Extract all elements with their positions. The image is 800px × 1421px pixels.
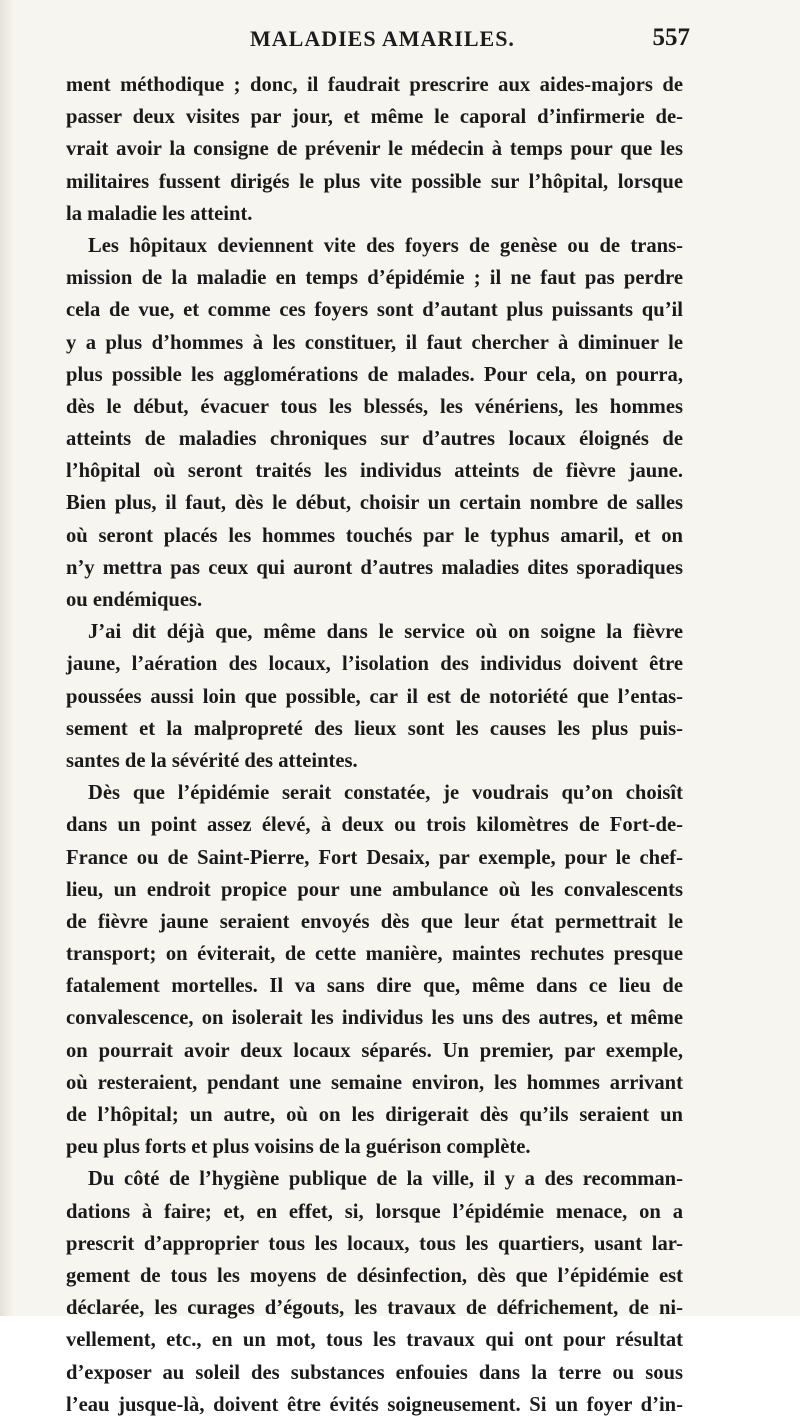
- text-line: vrait avoir la consigne de prévenir le médecin à temps pour que les: [66, 138, 683, 161]
- text-line: cela de vue, et comme ces foyers sont d’autant plus puissants qu’il: [66, 299, 683, 322]
- text-line: y a plus d’hommes à les constituer, il faut chercher à diminuer le: [66, 331, 683, 354]
- text-line: atteints de maladies chroniques sur d’autres locaux éloignés de: [66, 428, 683, 451]
- text-line: dans un point assez élevé, à deux ou trois kilomètres de Fort-de-: [66, 814, 683, 837]
- text-line: l’hôpital où seront traités les individus atteints de fièvre jaune.: [66, 460, 683, 483]
- text-line: ou endémiques.: [66, 589, 203, 611]
- text-line: n’y mettra pas ceux qui auront d’autres maladies dites sporadiques: [66, 556, 683, 579]
- text-line: transport; on éviterait, de cette manière, maintes rechutes presque: [66, 943, 683, 966]
- page-gutter-shadow: [0, 0, 14, 1316]
- text-line: jaune, l’aération des locaux, l’isolation des individus doivent être: [66, 653, 683, 676]
- text-line: déclarée, les curages d’égouts, les travaux de défrichement, de ni-: [66, 1297, 683, 1320]
- text-line: Dès que l’épidémie serait constatée, je voudrais qu’on choisît: [88, 782, 683, 805]
- text-line: poussées aussi loin que possible, car il est de notoriété que l’entas-: [66, 685, 683, 708]
- text-line: la maladie les atteint.: [66, 202, 253, 225]
- text-line: mission de la maladie en temps d’épidémie ; il ne faut pas perdre: [66, 267, 683, 290]
- text-line: l’eau jusque-là, doivent être évités soigneusement. Si un foyer d’in-: [66, 1393, 683, 1416]
- text-line: on pourrait avoir deux locaux séparés. Un premier, par exemple,: [66, 1039, 683, 1062]
- text-line: où resteraient, pendant une semaine environ, les hommes arrivant: [66, 1071, 683, 1094]
- text-line: France ou de Saint-Pierre, Fort Desaix, par exemple, pour le chef-: [66, 846, 683, 869]
- text-line: Bien plus, il faut, dès le début, choisir un certain nombre de salles: [66, 492, 683, 515]
- text-line: ment méthodique ; donc, il faudrait prescrire aux aides-majors de: [66, 74, 683, 96]
- text-line: peu plus forts et plus voisins de la guérison complète.: [66, 1136, 531, 1159]
- text-line: de l’hôpital; un autre, où on les dirigerait dès qu’ils seraient un: [66, 1104, 683, 1126]
- text-line: Les hôpitaux deviennent vite des foyers de genèse ou de trans-: [88, 234, 683, 257]
- text-line: prescrit d’approprier tous les locaux, tous les quartiers, usant lar-: [66, 1232, 683, 1255]
- body-text: [66, 69, 683, 1421]
- text-line: où seront placés les hommes touchés par le typhus amaril, et on: [66, 524, 683, 547]
- text-line: gement de tous les moyens de désinfection, dès que l’épidémie est: [66, 1264, 683, 1287]
- running-header: [130, 18, 690, 58]
- page-number: 557: [652, 24, 690, 51]
- text-line: J’ai dit déjà que, même dans le service où on soigne la fièvre: [88, 621, 683, 644]
- running-title: MALADIES AMARILES.: [250, 26, 515, 51]
- text-line: militaires fussent dirigés le plus vite possible sur l’hôpital, lorsque: [66, 170, 683, 193]
- text-line: fatalement mortelles. Il va sans dire que, même dans ce lieu de: [66, 975, 683, 998]
- text-line: Du côté de l’hygiène publique de la ville, il y a des recomman-: [88, 1168, 683, 1191]
- text-line: santes de la sévérité des atteintes.: [66, 749, 358, 772]
- text-line: passer deux visites par jour, et même le caporal d’infirmerie de-: [66, 106, 683, 129]
- text-line: dès le début, évacuer tous les blessés, les vénériens, les hommes: [66, 395, 683, 418]
- text-line: vellement, etc., en un mot, tous les travaux qui ont pour résultat: [66, 1329, 683, 1352]
- text-line: plus possible les agglomérations de malades. Pour cela, on pourra,: [66, 363, 683, 386]
- text-line: convalescence, on isolerait les individus les uns des autres, et même: [66, 1007, 683, 1030]
- text-line: sement et la malpropreté des lieux sont les causes les plus puis-: [66, 717, 683, 740]
- text-line: de fièvre jaune seraient envoyés dès que leur état permettrait le: [66, 910, 683, 933]
- text-line: d’exposer au soleil des substances enfouies dans la terre ou sous: [66, 1361, 683, 1384]
- text-line: lieu, un endroit propice pour une ambulance où les convalescents: [66, 878, 683, 901]
- text-line: dations à faire; et, en effet, si, lorsque l’épidémie menace, on a: [66, 1200, 683, 1223]
